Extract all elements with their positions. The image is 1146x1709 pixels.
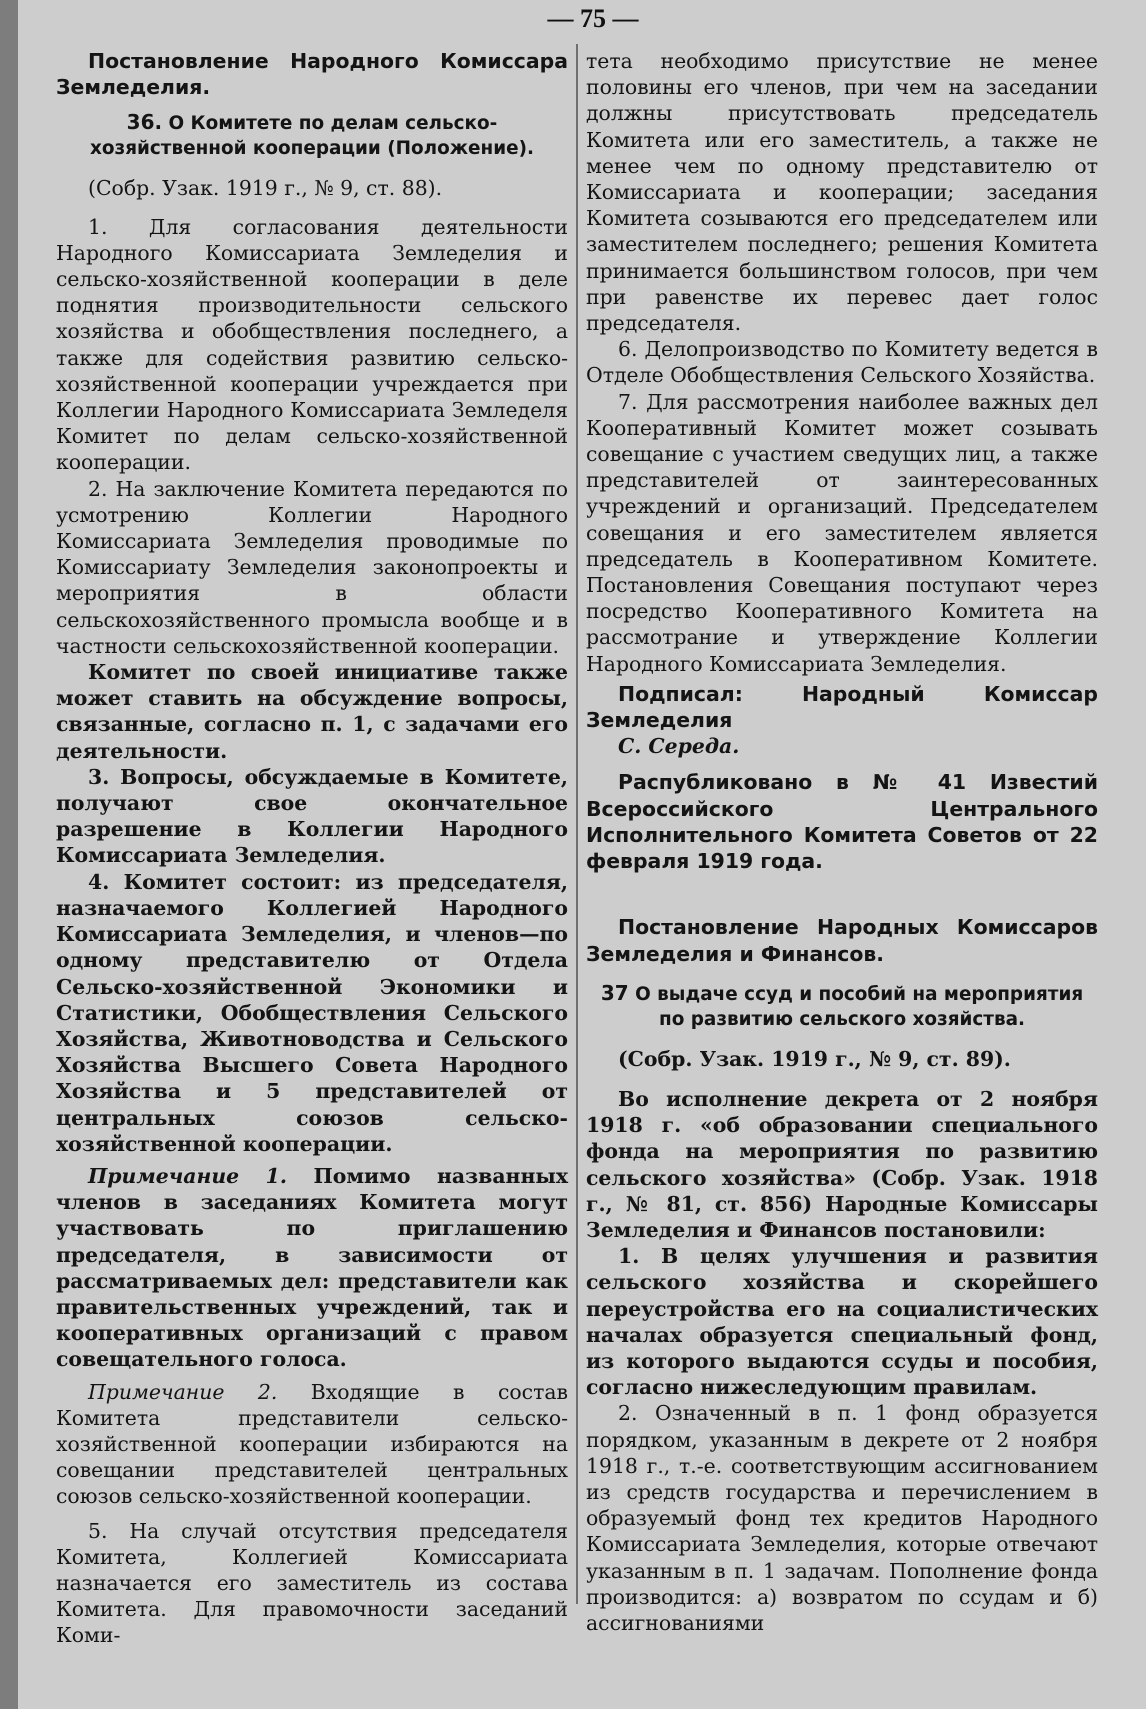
article-number-2: 37: [600, 980, 629, 1005]
paragraph-2b: Комитет по своей инициативе также может ставить на обсуждение вопросы, связанные, согласно п. 1, с задачами его деятельности.: [56, 660, 568, 763]
page-number: — 75 —: [547, 4, 639, 33]
paragraph-4: 4. Комитет состоит: из председателя, назначаемого Коллегией Народного Комиссариата Земледелия, и членов—по одному представителю от Отдела Сельско-хозяйственной Экономики и Статистики, Обобществления Сельского Хозяйства, Животноводства и Сельского Хозяйства Высшего Совета Народного Хозяйства и 5 представителей от центральных союзов сельско-хозяйственной кооперации.: [56, 869, 568, 1156]
paragraph-3: 3. Вопросы, обсуждаемые в Комитете, получают свое окончательное разрешение в Коллегии Народного Комиссариата Земледелия.: [56, 764, 568, 868]
article-37-title: [586, 981, 1098, 1032]
note-1: [56, 1163, 568, 1373]
decree-heading-2: Постановление Народных Комиссаров Земледелия и Финансов.: [586, 915, 1098, 966]
note-1-text: Помимо названных членов в заседаниях Комитета могут участвовать по приглашению председателя, в зависимости от рассматриваемых дел: представители как правительственных учреждений, так и кооперативных организаций с правом совещательного голоса.: [56, 1163, 568, 1372]
article-number: 36.: [126, 110, 163, 135]
document-page: [18, 0, 1146, 1709]
article-title-text-2: О выдаче ссуд и пособий на мероприятия по развитию сельского хозяйства.: [635, 983, 1084, 1030]
rule-2: 2. Означенный в п. 1 фонд образуется порядком, указанным в декрете от 2 ноября 1918 г., т.-е. соответствующим ассигнованием из средств государства и перечислением в образуемый фонд тех кредитов Народного Комиссариата Земледелия, которые отвечают указанным в п. 1 задачам. Пополнение фонда производится: а) возвратом по ссудам и б) ассигнованиями: [586, 1401, 1098, 1635]
article-title-text: О Комитете по делам сельско-хозяйственной кооперации (Положение).: [90, 113, 534, 160]
paragraph-5-continued: тета необходимо присутствие не менее половины его членов, при чем на заседании должны присутствовать председатель Комитета или его заместитель, а также не менее чем по одному представителю от Комиссариата и кооперации; заседания Комитета созываются его председателем или заместителем последнего; решения Комитета принимается большинством голосов, при чем при равенстве их перевес дает голос председателя.: [586, 49, 1098, 336]
note-2-label: Примечание 2.: [88, 1379, 278, 1404]
decree-heading: Постановление Народного Комиссара Земледелия.: [56, 49, 568, 100]
right-column: [586, 48, 1098, 1636]
source-citation: (Собр. Узак. 1919 г., № 9, ст. 88).: [88, 176, 443, 201]
paragraph-7: 7. Для рассмотрения наиболее важных дел Кооперативный Комитет может созывать совещание с участием сведущих лиц, а также представителей от заинтересованных учреждений и организаций. Председателем совещания и его заместителем является председатель в Кооперативном Комитете. Постановления Совещания поступают через посредство Кооперативного Комитета на рассмотрание и утверждение Коллегии Народного Комиссариата Земледелия.: [586, 389, 1098, 676]
intro-paragraph: Во исполнение декрета от 2 ноября 1918 г. «об образовании специального фонда на мероприятия по развитию сельского хозяйства» (Собр. Узак. 1918 г., № 81, ст. 856) Народные Комиссары Земледелия и Финансов постановили:: [586, 1086, 1098, 1242]
paragraph-2: 2. На заключение Комитета передаются по усмотрению Коллегии Народного Комиссариата Земледелия проводимые по Комиссариату Земледелия законопроекты и мероприятия в области сельскохозяйственного промысла вообще и в частности сельскохозяйственной кооперации.: [56, 476, 568, 658]
paragraph-1: 1. Для согласования деятельности Народного Комиссариата Земледелия и сельско-хозяйственной кооперации в деле поднятия производительности сельского хозяйства и обобществления последнего, а также для содействия развитию сельско-хозяйственной кооперации учреждается при Коллегии Народного Комиссариата Земледеля Комитет по делам сельско-хозяйственной кооперации.: [56, 214, 568, 475]
article-36-title: [56, 110, 568, 161]
column-divider: [576, 44, 578, 1604]
paragraph-5: 5. На случай отсутствия председателя Комитета, Коллегией Комиссариата назначается его заместитель из состава Комитета. Для правомочности заседаний Коми-: [56, 1518, 568, 1648]
signature-name: С. Середа.: [618, 734, 740, 759]
rule-1: 1. В целях улучшения и развития сельского хозяйства и скорейшего переустройства его на социалистических началах образуется специальный фонд, из которого выдаются ссуды и пособия, согласно нижеследующим правилам.: [586, 1244, 1098, 1400]
publication-note: Распубликовано в № 41 Известий Всероссийского Центрального Исполнительного Комитета Советов от 22 февраля 1919 года.: [586, 770, 1098, 874]
left-column: [56, 48, 568, 1649]
signature-label: Подписал: Народный Комиссар Земледелия: [586, 681, 1098, 733]
note-2-text: Входящие в состав Комитета представители сельско-хозяйственной кооперации избираются на совещании представителей центральных союзов сельско-хозяйственной кооперации.: [56, 1379, 568, 1509]
note-1-label: Примечание 1.: [88, 1163, 287, 1188]
source-citation-2: (Собр. Узак. 1919 г., № 9, ст. 89).: [618, 1046, 1011, 1071]
note-2: [56, 1379, 568, 1510]
paragraph-6: 6. Делопроизводство по Комитету ведется в Отделе Обобществления Сельского Хозяйства.: [586, 337, 1098, 388]
